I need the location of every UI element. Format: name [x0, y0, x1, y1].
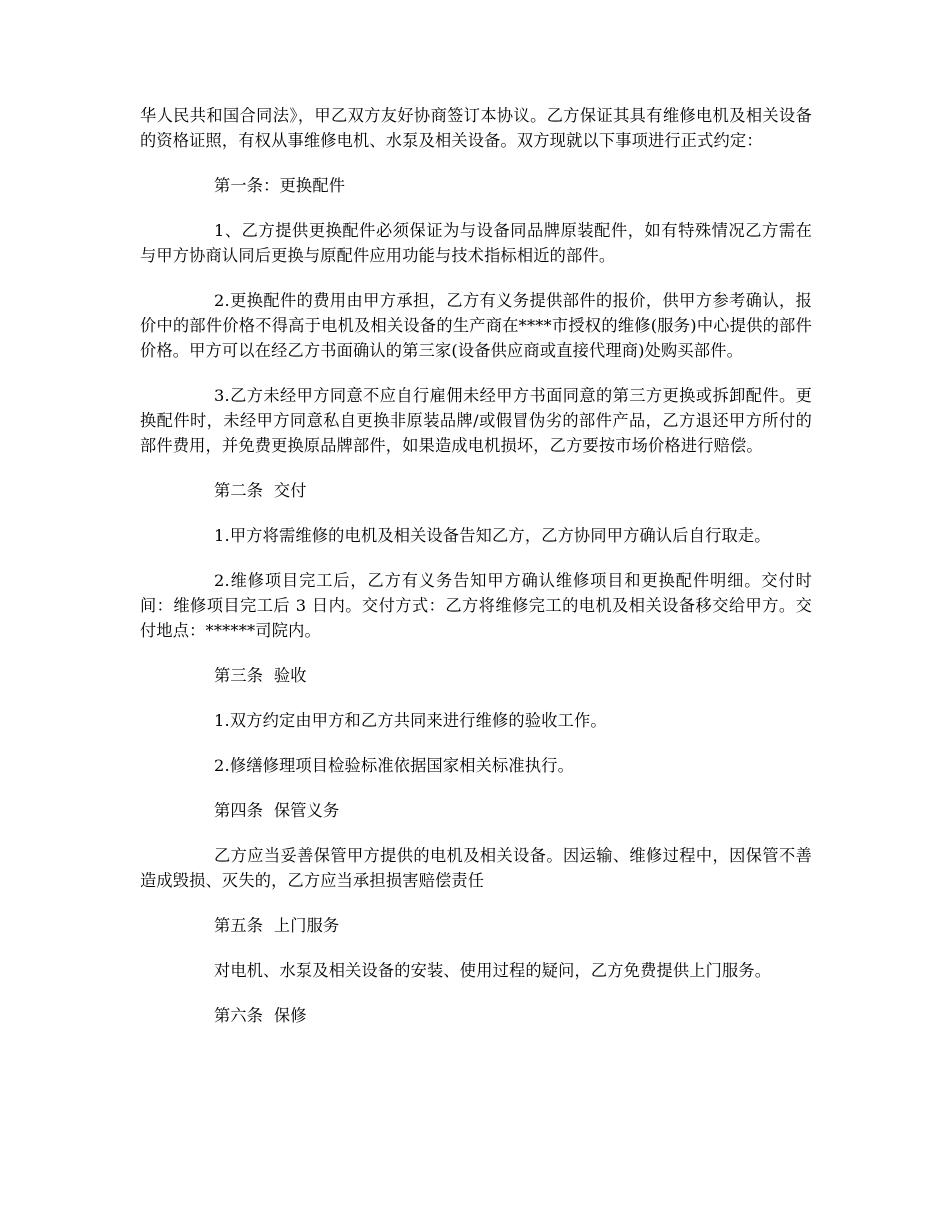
article-3-clause-2: 2.修缮修理项目检验标准依据国家相关标准执行。 — [214, 756, 574, 775]
article-1-clause-2: 2.更换配件的费用由甲方承担，乙方有义务提供部件的报价，供甲方参考确认，报价中的部件价格不得高于电机及相关设备的生产商在****市授权的维修(服务)中心提供的部件价格。甲方可以在经乙方书面确认的第三家(设备供应商或直接代理商)处购买部件。 — [140, 291, 812, 360]
article-2-clause-2: 2.维修项目完工后，乙方有义务告知甲方确认维修项目和更换配件明细。交付时间：维修项目完工后 3 日内。交付方式：乙方将维修完工的电机及相关设备移交给甲方。交付地点：******司院内。 — [140, 571, 812, 640]
article-5-clause-1: 对电机、水泵及相关设备的安装、使用过程的疑问，乙方免费提供上门服务。 — [214, 961, 772, 980]
article-1-clause-3: 3.乙方未经甲方同意不应自行雇佣未经甲方书面同意的第三方更换或拆卸配件。更换配件时，未经甲方同意私自更换非原装品牌/或假冒伪劣的部件产品，乙方退还甲方所付的部件费用，并免费更换原品牌部件，如果造成电机损坏，乙方要按市场价格进行赔偿。 — [140, 386, 812, 455]
article-6-heading: 第六条 保修 — [214, 1006, 307, 1025]
article-4-heading: 第四条 保管义务 — [214, 801, 340, 820]
article-3-clause-1: 1.双方约定由甲方和乙方共同来进行维修的验收工作。 — [214, 711, 607, 730]
document-body — [140, 103, 812, 1048]
article-1-clause-1: 1、乙方提供更换配件必须保证为与设备同品牌原装配件，如有特殊情况乙方需在与甲方协商认同后更换与原配件应用功能与技术指标相近的部件。 — [140, 221, 812, 265]
article-4-clause-1: 乙方应当妥善保管甲方提供的电机及相关设备。因运输、维修过程中，因保管不善造成毁损、灭失的，乙方应当承担损害赔偿责任 — [140, 846, 812, 890]
article-1-heading: 第一条：更换配件 — [214, 176, 346, 195]
intro-paragraph: 华人民共和国合同法》，甲乙双方友好协商签订本协议。乙方保证其具有维修电机及相关设备的资格证照，有权从事维修电机、水泵及相关设备。双方现就以下事项进行正式约定： — [140, 106, 812, 150]
article-2-heading: 第二条 交付 — [214, 481, 307, 500]
article-5-heading: 第五条 上门服务 — [214, 916, 340, 935]
article-3-heading: 第三条 验收 — [214, 666, 307, 685]
article-2-clause-1: 1.甲方将需维修的电机及相关设备告知乙方，乙方协同甲方确认后自行取走。 — [214, 526, 771, 545]
